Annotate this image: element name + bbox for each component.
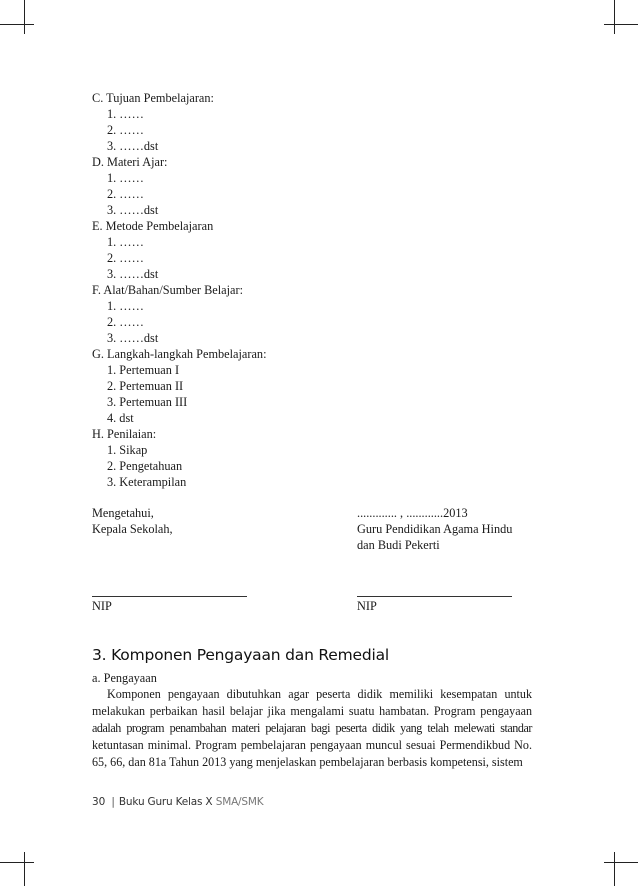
section-heading: 3. Komponen Pengayaan dan Remedial <box>92 646 390 664</box>
list-item: 1. Sikap <box>107 443 148 457</box>
paragraph-text-condensed: adalah program penambahan materi pelajaran bagi peserta didik yang telah melewati standar <box>92 721 532 736</box>
list-item: 3. ……dst <box>107 203 159 217</box>
teacher-label-line1: Guru Pendidikan Agama Hindu <box>357 522 513 536</box>
principal-label: Kepala Sekolah, <box>92 522 173 536</box>
list-item: 1. Pertemuan I <box>107 363 180 377</box>
subsection-label: a. Pengayaan <box>92 671 157 685</box>
list-item: 2. Pengetahuan <box>107 459 183 473</box>
list-item: 2. …… <box>107 251 144 265</box>
teacher-nip-label: NIP <box>357 599 377 613</box>
list-item: 1. …… <box>107 107 144 121</box>
section-h-title: H. Penilaian: <box>92 427 157 441</box>
section-e-title: E. Metode Pembelajaran <box>92 219 214 233</box>
page-footer <box>92 796 263 808</box>
date-placeholder: ............. , ............2013 <box>357 506 468 520</box>
list-item: 2. …… <box>107 315 144 329</box>
acknowledged-label: Mengetahui, <box>92 506 154 520</box>
page-number: 30 <box>92 796 106 808</box>
list-item: 3. ……dst <box>107 139 159 153</box>
principal-signature-line <box>92 596 247 597</box>
section-g-title: G. Langkah-langkah Pembelajaran: <box>92 347 267 361</box>
book-title: Buku Guru Kelas X <box>118 796 213 808</box>
teacher-signature-line <box>357 596 512 597</box>
section-c-title: C. Tujuan Pembelajaran: <box>92 91 214 105</box>
body-paragraph <box>92 686 532 771</box>
teacher-label-line2: dan Budi Pekerti <box>357 538 440 552</box>
list-item: 3. Pertemuan III <box>107 395 188 409</box>
paragraph-text: ketuntasan minimal. Program pembelajaran pengayaan muncul sesuai Permendikbud No. 65, 66, dan 81a Tahun 2013 yang menjelaskan pembelajaran berbasis kompetensi, sistem <box>92 738 532 770</box>
paragraph-text: Komponen pengayaan dibutuhkan agar peserta didik memiliki kesempatan untuk melakukan perbaikan hasil belajar jika mengalami suatu hambatan. Program pengayaan <box>92 687 532 719</box>
section-d-title: D. Materi Ajar: <box>92 155 168 169</box>
list-item: 3. Keterampilan <box>107 475 187 489</box>
list-item: 2. …… <box>107 187 144 201</box>
list-item: 1. …… <box>107 299 144 313</box>
footer-separator: | <box>111 796 115 808</box>
school-level: SMA/SMK <box>215 796 264 808</box>
list-item: 1. …… <box>107 235 144 249</box>
list-item: 2. …… <box>107 123 144 137</box>
list-item: 3. ……dst <box>107 331 159 345</box>
section-f-title: F. Alat/Bahan/Sumber Belajar: <box>92 283 243 297</box>
list-item: 4. dst <box>107 411 134 425</box>
principal-nip-label: NIP <box>92 599 112 613</box>
list-item: 3. ……dst <box>107 267 159 281</box>
list-item: 1. …… <box>107 171 144 185</box>
list-item: 2. Pertemuan II <box>107 379 184 393</box>
